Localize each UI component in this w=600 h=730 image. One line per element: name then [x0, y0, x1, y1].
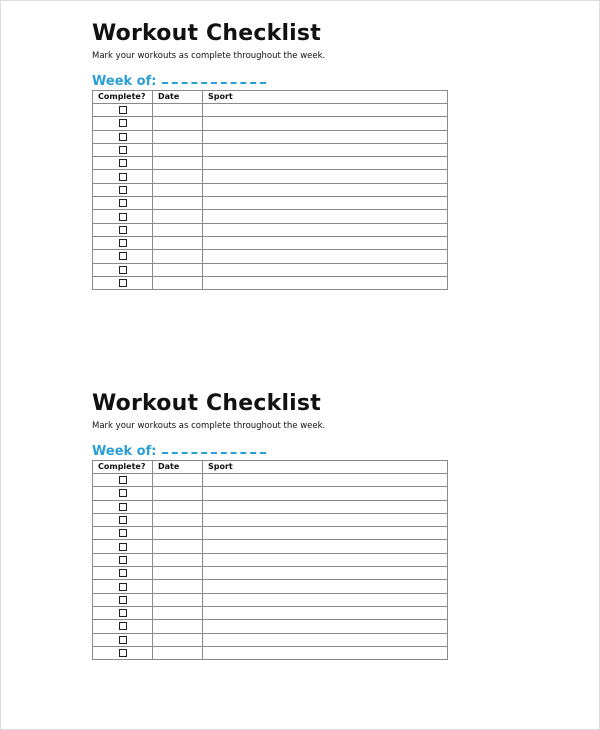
- sport-cell[interactable]: [203, 250, 448, 263]
- date-cell[interactable]: [153, 487, 203, 500]
- column-header-complete: Complete?: [93, 461, 153, 474]
- complete-cell: [93, 527, 153, 540]
- table-row: [93, 223, 448, 236]
- week-of-label: Week of:: [92, 444, 157, 459]
- complete-cell: [93, 513, 153, 526]
- complete-cell: [93, 553, 153, 566]
- table-row: [93, 527, 448, 540]
- table-row: [93, 487, 448, 500]
- date-cell[interactable]: [153, 646, 203, 659]
- complete-cell: [93, 567, 153, 580]
- complete-cell: [93, 487, 153, 500]
- date-cell[interactable]: [153, 276, 203, 289]
- complete-cell: [93, 143, 153, 156]
- sport-cell[interactable]: [203, 487, 448, 500]
- sport-cell[interactable]: [203, 170, 448, 183]
- checklist-table: [92, 90, 448, 290]
- sport-cell[interactable]: [203, 474, 448, 487]
- complete-checkbox[interactable]: [119, 529, 127, 537]
- complete-checkbox[interactable]: [119, 106, 127, 114]
- sport-cell[interactable]: [203, 236, 448, 249]
- date-cell[interactable]: [153, 620, 203, 633]
- table-row: [93, 210, 448, 223]
- table-row: [93, 143, 448, 156]
- week-of-field[interactable]: [92, 74, 452, 90]
- table-row: [93, 620, 448, 633]
- table-row: [93, 236, 448, 249]
- checklist-table: [92, 460, 448, 660]
- date-cell[interactable]: [153, 263, 203, 276]
- table-row: [93, 646, 448, 659]
- table-row: [93, 580, 448, 593]
- sport-cell[interactable]: [203, 567, 448, 580]
- complete-checkbox[interactable]: [119, 516, 127, 524]
- complete-checkbox[interactable]: [119, 489, 127, 497]
- week-of-blank-line[interactable]: [162, 82, 266, 84]
- sport-cell[interactable]: [203, 157, 448, 170]
- complete-checkbox[interactable]: [119, 133, 127, 141]
- date-cell[interactable]: [153, 593, 203, 606]
- column-header-complete: Complete?: [93, 91, 153, 104]
- complete-checkbox[interactable]: [119, 649, 127, 657]
- sport-cell[interactable]: [203, 143, 448, 156]
- sport-cell[interactable]: [203, 633, 448, 646]
- sport-cell[interactable]: [203, 527, 448, 540]
- date-cell[interactable]: [153, 580, 203, 593]
- complete-cell: [93, 236, 153, 249]
- complete-checkbox[interactable]: [119, 596, 127, 604]
- week-of-field[interactable]: [92, 444, 452, 460]
- table-header-row: [93, 461, 448, 474]
- sport-cell[interactable]: [203, 130, 448, 143]
- table-row: [93, 606, 448, 619]
- date-cell[interactable]: [153, 540, 203, 553]
- complete-checkbox[interactable]: [119, 636, 127, 644]
- complete-cell: [93, 620, 153, 633]
- complete-cell: [93, 474, 153, 487]
- instructions-text: Mark your workouts as complete throughout the week.: [92, 421, 326, 431]
- sport-cell[interactable]: [203, 183, 448, 196]
- table-row: [93, 197, 448, 210]
- complete-cell: [93, 210, 153, 223]
- sport-cell[interactable]: [203, 646, 448, 659]
- table-header-row: [93, 91, 448, 104]
- complete-cell: [93, 263, 153, 276]
- column-header-sport: Sport: [203, 461, 448, 474]
- table-row: [93, 104, 448, 117]
- table-row: [93, 567, 448, 580]
- instructions-text: Mark your workouts as complete throughout the week.: [92, 51, 326, 61]
- date-cell[interactable]: [153, 143, 203, 156]
- complete-cell: [93, 500, 153, 513]
- complete-cell: [93, 580, 153, 593]
- sport-cell[interactable]: [203, 540, 448, 553]
- complete-checkbox[interactable]: [119, 266, 127, 274]
- complete-cell: [93, 646, 153, 659]
- date-cell[interactable]: [153, 567, 203, 580]
- complete-checkbox[interactable]: [119, 622, 127, 630]
- date-cell[interactable]: [153, 117, 203, 130]
- sport-cell[interactable]: [203, 263, 448, 276]
- table-row: [93, 553, 448, 566]
- table-row: [93, 633, 448, 646]
- sport-cell[interactable]: [203, 104, 448, 117]
- date-cell[interactable]: [153, 606, 203, 619]
- page-title: Workout Checklist: [92, 21, 321, 46]
- date-cell[interactable]: [153, 183, 203, 196]
- sport-cell[interactable]: [203, 223, 448, 236]
- sport-cell[interactable]: [203, 580, 448, 593]
- complete-cell: [93, 223, 153, 236]
- sport-cell[interactable]: [203, 197, 448, 210]
- table-row: [93, 593, 448, 606]
- date-cell[interactable]: [153, 170, 203, 183]
- page-title: Workout Checklist: [92, 391, 321, 416]
- checklist-section-1: [92, 20, 452, 290]
- table-row: [93, 540, 448, 553]
- date-cell[interactable]: [153, 157, 203, 170]
- column-header-sport: Sport: [203, 91, 448, 104]
- complete-cell: [93, 104, 153, 117]
- complete-checkbox[interactable]: [119, 543, 127, 551]
- table-row: [93, 183, 448, 196]
- complete-checkbox[interactable]: [119, 159, 127, 167]
- complete-cell: [93, 593, 153, 606]
- complete-cell: [93, 540, 153, 553]
- complete-checkbox[interactable]: [119, 476, 127, 484]
- complete-checkbox[interactable]: [119, 199, 127, 207]
- date-cell[interactable]: [153, 500, 203, 513]
- date-cell[interactable]: [153, 210, 203, 223]
- sport-cell[interactable]: [203, 593, 448, 606]
- sport-cell[interactable]: [203, 210, 448, 223]
- date-cell[interactable]: [153, 553, 203, 566]
- table-row: [93, 250, 448, 263]
- week-of-blank-line[interactable]: [162, 452, 266, 454]
- complete-checkbox[interactable]: [119, 146, 127, 154]
- table-row: [93, 170, 448, 183]
- table-row: [93, 157, 448, 170]
- table-row: [93, 117, 448, 130]
- sport-cell[interactable]: [203, 620, 448, 633]
- table-row: [93, 500, 448, 513]
- column-header-date: Date: [153, 91, 203, 104]
- complete-checkbox[interactable]: [119, 186, 127, 194]
- sport-cell[interactable]: [203, 513, 448, 526]
- table-row: [93, 263, 448, 276]
- complete-cell: [93, 197, 153, 210]
- date-cell[interactable]: [153, 250, 203, 263]
- complete-checkbox[interactable]: [119, 583, 127, 591]
- complete-cell: [93, 633, 153, 646]
- date-cell[interactable]: [153, 223, 203, 236]
- sport-cell[interactable]: [203, 500, 448, 513]
- complete-checkbox[interactable]: [119, 503, 127, 511]
- table-row: [93, 276, 448, 289]
- date-cell[interactable]: [153, 197, 203, 210]
- date-cell[interactable]: [153, 633, 203, 646]
- complete-cell: [93, 606, 153, 619]
- complete-checkbox[interactable]: [119, 556, 127, 564]
- column-header-date: Date: [153, 461, 203, 474]
- week-of-label: Week of:: [92, 74, 157, 89]
- table-row: [93, 130, 448, 143]
- date-cell[interactable]: [153, 236, 203, 249]
- complete-checkbox[interactable]: [119, 173, 127, 181]
- complete-checkbox[interactable]: [119, 279, 127, 287]
- complete-checkbox[interactable]: [119, 569, 127, 577]
- date-cell[interactable]: [153, 474, 203, 487]
- complete-checkbox[interactable]: [119, 213, 127, 221]
- date-cell[interactable]: [153, 527, 203, 540]
- complete-cell: [93, 117, 153, 130]
- table-row: [93, 474, 448, 487]
- complete-cell: [93, 157, 153, 170]
- complete-cell: [93, 130, 153, 143]
- complete-cell: [93, 170, 153, 183]
- checklist-section-2: [92, 390, 452, 660]
- table-row: [93, 513, 448, 526]
- date-cell[interactable]: [153, 513, 203, 526]
- date-cell[interactable]: [153, 104, 203, 117]
- complete-cell: [93, 183, 153, 196]
- complete-checkbox[interactable]: [119, 609, 127, 617]
- date-cell[interactable]: [153, 130, 203, 143]
- sport-cell[interactable]: [203, 553, 448, 566]
- complete-checkbox[interactable]: [119, 252, 127, 260]
- complete-checkbox[interactable]: [119, 226, 127, 234]
- sport-cell[interactable]: [203, 276, 448, 289]
- complete-cell: [93, 250, 153, 263]
- complete-checkbox[interactable]: [119, 119, 127, 127]
- sport-cell[interactable]: [203, 117, 448, 130]
- sport-cell[interactable]: [203, 606, 448, 619]
- complete-checkbox[interactable]: [119, 239, 127, 247]
- complete-cell: [93, 276, 153, 289]
